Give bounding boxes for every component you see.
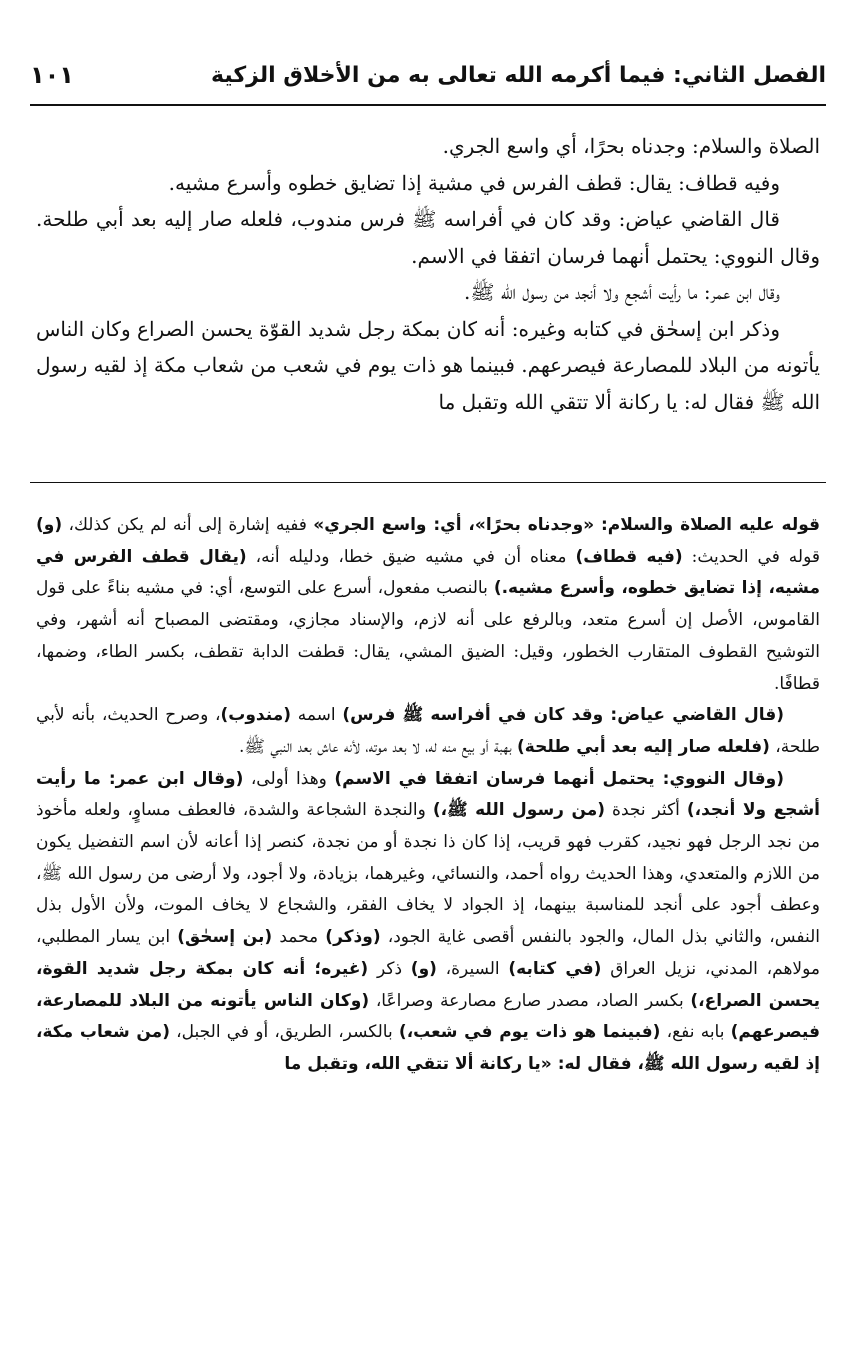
commentary-phrase: بالنصب مفعول، أسرع على التوسع، أي: في مشيه بناءً على قول القاموس، الأصل إن أسرع متعد، وبالرفع على أنه لازم، والإسناد مجازي، ومقتضى المصباح أنه أشهر، وفي التوشيح القطوف المتقارب الخطور، وقيل: الضيق المشي، يقال: قطفت الدابة تقطف، بكسر الطاء، وضمها، قطافًا. xyxy=(36,578,820,694)
commentary-phrase: اسمه xyxy=(291,705,343,726)
quoted-phrase: (مندوب) xyxy=(220,705,291,726)
quoted-phrase: (قال القاضي عياض: وقد كان في أفراسه ﷺ فرس) xyxy=(342,705,784,726)
header-rule xyxy=(30,104,826,106)
main-text xyxy=(36,128,820,420)
quoted-phrase: (وكان الناس يأتونه من البلاد للمصارعة، فيصرعهم) xyxy=(36,990,820,1043)
commentary-phrase: السيرة، xyxy=(436,958,509,979)
quoted-phrase: (فلعله صار إليه بعد أبي طلحة) xyxy=(517,736,770,757)
commentary-paragraph xyxy=(36,510,820,700)
quoted-phrase: (فبينما هو ذات يوم في شعب،) xyxy=(398,1022,661,1043)
quoted-phrase: (و) xyxy=(410,958,437,979)
main-paragraph: وذكر ابن إسحٰق في كتابه وغيره: أنه كان بمكة رجل شديد القوّة يحسن الصراع وكان الناس يأتونه من البلاد للمصارعة فيصرعهم. فبينما هو ذات يوم في شعب من شعاب مكة إذ لقيه رسول الله ﷺ فقال له: يا ركانة ألا تتقي الله وتقبل ما xyxy=(36,316,820,414)
commentary-phrase: محمد xyxy=(272,927,326,948)
commentary-phrase: معناه أن في مشيه ضيق خطا، ودليله أنه، xyxy=(246,546,576,567)
section-divider xyxy=(30,482,826,483)
commentary-phrase: أكثر نجدة xyxy=(605,800,687,821)
main-paragraph: وفيه قطاف: يقال: قطف الفرس في مشية إذا تضايق خطوه وأسرع مشيه. xyxy=(168,170,780,195)
commentary-paragraph xyxy=(36,700,820,763)
quoted-phrase: (غيره؛ أنه كان بمكة رجل شديد القوة، يحسن الصراع،) xyxy=(36,958,821,1011)
commentary-phrase: ابن يسار المطلبي، مولاهم، المدني، نزيل العراق xyxy=(36,927,820,979)
quoted-phrase: (يقال قطف الفرس في مشيه، إذا تضايق خطوه، وأسرع مشيه.) xyxy=(36,546,820,599)
main-paragraph: قال القاضي عياض: وقد كان في أفراسه ﷺ فرس مندوب، فلعله صار إليه بعد أبي طلحة. وقال النووي: يحتمل أنهما فرسان اتفقا في الاسم. xyxy=(36,207,820,268)
main-paragraph: وقال ابن عمر: ما رأيت أشجع ولا أنجد من رسول الله ﷺ. xyxy=(464,280,780,304)
commentary-phrase: ، وصرح الحديث، بأنه لأبي طلحة، xyxy=(36,705,820,757)
commentary-phrase: بهبة أو بيع منه له، لا بعد موته، لأنه عاش بعد النبي ﷺ. xyxy=(239,736,518,757)
quoted-phrase: (وقال النووي: يحتمل أنهما فرسان اتفقا في الاسم) xyxy=(334,768,784,789)
chapter-title: الفصل الثاني: فيما أكرمه الله تعالى به من الأخلاق الزكية xyxy=(211,62,826,88)
quoted-phrase: (وقال ابن عمر: ما رأيت أشجع ولا أنجد،) xyxy=(36,768,821,821)
commentary-phrase: قوله في الحديث: xyxy=(682,546,820,567)
quoted-phrase: (من شعاب مكة، إذ لقيه رسول الله ﷺ، فقال له: «يا ركانة ألا تتقي الله، وتقبل ما xyxy=(36,1022,820,1074)
page-number: ١٠١ xyxy=(30,61,74,89)
quoted-phrase: (بن إسحٰق) xyxy=(177,927,273,948)
commentary-phrase: بالكسر، الطريق، أو في الجبل، xyxy=(169,1022,399,1043)
quoted-phrase: (في كتابه) xyxy=(508,958,602,979)
commentary-phrase: وهذا أولى، xyxy=(243,768,335,789)
commentary-phrase: بابه نفع، xyxy=(660,1022,731,1043)
commentary-text xyxy=(36,510,820,1081)
quoted-phrase: (من رسول الله ﷺ،) xyxy=(432,800,606,821)
commentary-phrase: ففيه إشارة إلى أنه لم يكن كذلك، xyxy=(62,515,314,535)
commentary-phrase: ذكر xyxy=(368,958,411,979)
commentary-phrase: بكسر الصاد، مصدر صارع مصارعة وصراعًا، xyxy=(369,990,691,1011)
quoted-phrase: (فيه قطاف) xyxy=(575,546,683,567)
quoted-phrase: (و) xyxy=(36,515,63,535)
main-paragraph: الصلاة والسلام: وجدناه بحرًا، أي واسع الجري. xyxy=(442,134,820,158)
quoted-phrase: (وذكر) xyxy=(325,927,381,948)
page-header xyxy=(30,54,826,96)
commentary-phrase: والنجدة الشجاعة والشدة، فالعطف مساوٍ، ولعله مأخوذ من نجد الرجل فهو نجيد، كقرب فهو قريب، إذا كان ذا نجدة أو من نجدة، كنصر إذا أعانه لأن اسم التفضيل يكون من اللازم والمتعدي، وهذا الحديث رواه أحمد، والنسائي، وغيرهما، بزيادة، ولا أجود، ولا أرضى من رسول الله ﷺ، وعطف أجود على أنجد للمناسبة بينهما، إذ الجواد لا يخاف الفقر، والشجاع لا يخاف الموت، ولأن الأول بذل النفس، والثاني بذل المال، والجود بالنفس أقصى غاية الجود، xyxy=(36,800,821,948)
commentary-paragraph xyxy=(36,764,820,1081)
quoted-phrase: قوله عليه الصلاة والسلام: «وجدناه بحرًا»، أي: واسع الجري» xyxy=(313,515,820,535)
